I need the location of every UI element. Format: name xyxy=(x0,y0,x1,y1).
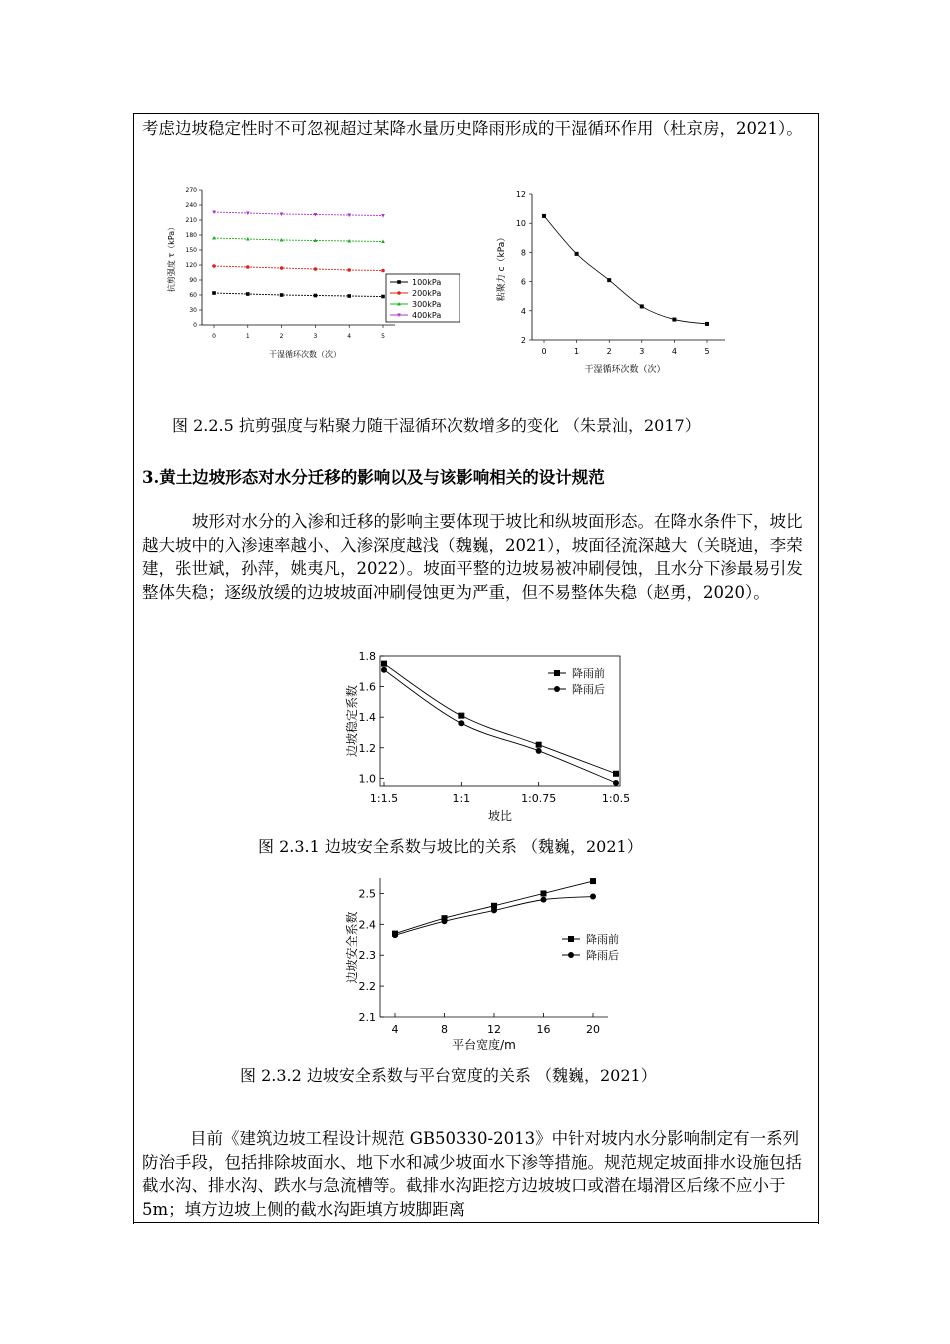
x-tick-label: 4 xyxy=(671,347,677,356)
data-point xyxy=(590,894,596,900)
y-tick-label: 240 xyxy=(185,202,197,209)
data-point xyxy=(542,214,546,218)
paragraph-1: 坡形对水分的入渗和迁移的影响主要体现于坡比和纵坡面形态。在降水条件下，坡比越大坡中的入渗速率越小、入渗深度越浅（魏巍，2021），坡面径流深越大（关晓迪，李荣建，张世斌，孙萍，姚夷凡，2022）。坡面平整的边坡易被冲刷侵蚀，且水分下渗最易引发整体失稳；逐级放缓的边坡坡面冲刷侵蚀更为严重，但不易整体失稳（赵勇，2020）。 xyxy=(142,512,803,602)
y-tick-label: 30 xyxy=(189,307,197,314)
legend-marker xyxy=(568,952,574,958)
data-point xyxy=(246,292,250,296)
x-tick-label: 8 xyxy=(441,1023,448,1036)
y-tick-label: 2.2 xyxy=(358,980,376,994)
y-axis-label: 边坡稳定系数 xyxy=(345,684,359,758)
y-tick-label: 12 xyxy=(515,190,526,199)
legend-marker xyxy=(568,936,574,942)
y-tick-label: 0 xyxy=(193,322,197,329)
figure-2-2-5-caption: 图 2.2.5 抗剪强度与粘聚力随干湿循环次数增多的变化 （朱景汕，2017） xyxy=(172,416,701,435)
legend-label: 400kPa xyxy=(412,311,442,320)
y-tick-label: 210 xyxy=(185,217,197,224)
data-point xyxy=(314,267,318,271)
data-point xyxy=(381,269,385,273)
cohesion-chart xyxy=(490,182,740,377)
y-tick-label: 2 xyxy=(520,336,526,345)
y-tick-label: 10 xyxy=(515,219,526,229)
legend-label: 降雨前 xyxy=(586,933,619,946)
y-tick-label: 180 xyxy=(185,232,197,239)
y-tick-label: 120 xyxy=(185,262,197,269)
x-tick-label: 20 xyxy=(586,1023,600,1036)
data-point xyxy=(314,294,318,298)
data-point xyxy=(541,890,547,896)
x-tick-label: 5 xyxy=(704,347,710,356)
y-tick-label: 1.0 xyxy=(358,772,376,786)
series-line xyxy=(214,212,383,216)
data-point xyxy=(541,897,547,903)
y-axis-label: 粘聚力 c（kPa） xyxy=(497,232,507,302)
x-axis-label: 坡比 xyxy=(487,809,513,823)
x-tick-label: 1:1 xyxy=(452,792,471,805)
data-point xyxy=(280,293,284,297)
y-tick-label: 1.2 xyxy=(358,741,376,755)
data-point xyxy=(672,318,676,322)
x-tick-label: 0 xyxy=(212,333,216,340)
data-point xyxy=(347,294,351,298)
series-line xyxy=(544,216,707,324)
data-point xyxy=(536,748,542,754)
y-axis-label: 边坡安全系数 xyxy=(345,911,359,984)
legend-label: 200kPa xyxy=(412,289,442,298)
x-tick-label: 1 xyxy=(574,347,580,356)
data-point xyxy=(381,661,387,667)
paragraph-2: 目前《建筑边坡工程设计规范 GB50330-2013》中针对坡内水分影响制定有一系列防治手段，包括排除坡面水、地下水和减少坡面水下渗等措施。规范规定坡面排水设施包括截水沟、排水沟、跌水与急流槽等。截排水沟距挖方边坡坡口或潜在塌滑区后缘不应小于 5m；填方边坡上侧的截水沟距填方坡脚距离 xyxy=(142,1129,802,1219)
x-axis-label: 干湿循环次数（次） xyxy=(584,365,666,375)
data-point xyxy=(458,713,464,719)
y-tick-label: 1.8 xyxy=(358,650,376,663)
y-tick-label: 6 xyxy=(520,277,526,287)
series-line xyxy=(214,238,383,242)
x-tick-label: 16 xyxy=(536,1023,551,1036)
y-tick-label: 2.3 xyxy=(358,949,376,963)
data-point xyxy=(212,264,216,268)
figure-2-3-1-caption: 图 2.3.1 边坡安全系数与坡比的关系 （魏巍，2021） xyxy=(258,837,643,856)
x-tick-label: 1:1.5 xyxy=(369,792,399,805)
x-tick-label: 5 xyxy=(381,333,385,340)
data-point xyxy=(212,291,216,295)
figure-2-3-2-caption: 图 2.3.2 边坡安全系数与平台宽度的关系 （魏巍，2021） xyxy=(240,1066,657,1085)
data-point xyxy=(613,771,619,777)
y-axis-label: 抗剪强度 τ（kPa） xyxy=(167,222,176,293)
y-tick-label: 90 xyxy=(189,277,197,284)
y-tick-label: 4 xyxy=(520,306,526,316)
intro-text: 考虑边坡稳定性时不可忽视超过某降水量历史降雨形成的干湿循环作用（杜京房，2021）。 xyxy=(142,119,803,138)
series-line xyxy=(214,266,383,271)
data-point xyxy=(246,237,250,241)
x-tick-label: 4 xyxy=(347,333,352,340)
y-tick-label: 270 xyxy=(185,187,197,194)
data-point xyxy=(246,265,250,269)
data-point xyxy=(640,304,644,308)
platform-width-chart xyxy=(338,872,638,1057)
data-point xyxy=(280,266,284,270)
y-tick-label: 150 xyxy=(185,247,197,254)
x-tick-label: 3 xyxy=(313,333,318,340)
x-tick-label: 3 xyxy=(639,347,645,356)
legend-marker xyxy=(554,670,560,676)
y-tick-label: 1.4 xyxy=(358,711,376,725)
legend-label: 300kPa xyxy=(412,300,442,309)
series-line xyxy=(395,897,593,936)
x-axis-label: 平台宽度/m xyxy=(452,1038,516,1052)
x-tick-label: 0 xyxy=(541,347,547,356)
data-point xyxy=(458,720,464,726)
x-tick-label: 1 xyxy=(245,333,250,340)
data-point xyxy=(607,278,611,282)
x-tick-label: 2 xyxy=(279,333,284,340)
legend-marker xyxy=(397,280,401,284)
section-heading: 3.黄土边坡形态对水分迁移的影响以及与该影响相关的设计规范 xyxy=(142,468,605,487)
x-axis-label: 干湿循环次数（次） xyxy=(269,350,341,359)
data-point xyxy=(613,780,619,786)
data-point xyxy=(381,295,385,299)
data-point xyxy=(705,322,709,326)
x-tick-label: 1:0.5 xyxy=(601,792,631,805)
frame-bottom-rule xyxy=(133,1222,818,1223)
slope-ratio-chart xyxy=(338,648,638,828)
legend-marker xyxy=(554,686,560,692)
legend-label: 100kPa xyxy=(412,278,442,287)
data-point xyxy=(575,252,579,256)
y-tick-label: 2.5 xyxy=(358,887,376,901)
series-line xyxy=(384,664,616,774)
y-tick-label: 2.1 xyxy=(358,1011,376,1024)
legend-label: 降雨后 xyxy=(586,949,619,962)
data-point xyxy=(381,214,385,218)
data-point xyxy=(347,268,351,272)
y-tick-label: 2.4 xyxy=(358,918,376,932)
data-point xyxy=(381,667,387,673)
data-point xyxy=(392,932,398,938)
data-point xyxy=(442,918,448,924)
legend-marker xyxy=(397,291,401,295)
data-point xyxy=(590,878,596,884)
data-point xyxy=(246,212,250,216)
x-tick-label: 4 xyxy=(391,1023,399,1036)
x-tick-label: 2 xyxy=(606,347,612,356)
data-point xyxy=(536,742,542,748)
x-tick-label: 1:0.75 xyxy=(521,792,557,805)
data-point xyxy=(491,907,497,913)
y-tick-label: 8 xyxy=(520,248,526,258)
shear-strength-chart xyxy=(160,182,460,367)
series-line xyxy=(214,293,383,297)
y-tick-label: 60 xyxy=(189,292,197,299)
legend-label: 降雨后 xyxy=(572,683,605,696)
y-tick-label: 1.6 xyxy=(358,680,376,694)
x-tick-label: 12 xyxy=(487,1023,501,1036)
legend-label: 降雨前 xyxy=(572,667,605,680)
data-point xyxy=(381,239,385,243)
